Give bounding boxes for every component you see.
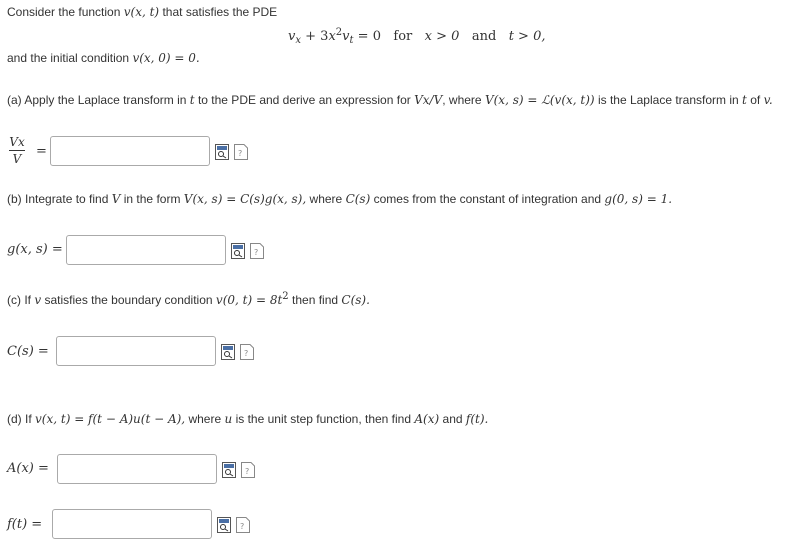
- svg-text:?: ?: [244, 349, 249, 358]
- help-icon[interactable]: [250, 243, 264, 259]
- preview-icon[interactable]: [231, 243, 245, 259]
- part-b-prompt: (b) Integrate to find V in the form V(x, s) = C(s)g(x, s), where C(s) comes from the constant of integration and g(0, s) = 1.: [7, 192, 673, 206]
- help-icon[interactable]: [240, 344, 254, 360]
- part-d-prompt: (d) If v(x, t) = f(t − A)u(t − A), where u is the unit step function, then find A(x) and f(t).: [7, 412, 489, 426]
- intro-text: Consider the function v(x, t) that satisfies the PDE: [7, 5, 278, 19]
- pde-display: $v_x + 3x^2v_t = 0$ for x > 0 and t > 0,: [288, 27, 546, 46]
- svg-text:?: ?: [240, 522, 245, 531]
- part-a-prompt: (a) Apply the Laplace transform in t to the PDE and derive an expression for Vx/V, where V(x, s) = ℒ(v(x, t)) is the Laplace transform in t of v.: [7, 93, 773, 107]
- preview-icon[interactable]: [217, 517, 231, 533]
- answer-input-A[interactable]: [57, 454, 217, 484]
- help-icon[interactable]: [241, 462, 255, 478]
- preview-icon[interactable]: [222, 462, 236, 478]
- help-icon[interactable]: [234, 144, 248, 160]
- initial-condition: and the initial condition v(x, 0) = 0.: [7, 51, 200, 65]
- answer-input-C[interactable]: [56, 336, 216, 366]
- intro-func: v(x, t): [123, 5, 160, 19]
- help-icon[interactable]: [236, 517, 250, 533]
- C-label: C(s) =: [7, 344, 49, 359]
- fraction-denominator: V: [12, 152, 22, 166]
- fraction-label: [9, 135, 25, 166]
- preview-icon[interactable]: [221, 344, 235, 360]
- fraction-numerator: Vx: [9, 135, 25, 149]
- g-label: g(x, s) =: [7, 242, 63, 257]
- A-label: A(x) =: [7, 461, 49, 476]
- preview-icon[interactable]: [215, 144, 229, 160]
- svg-text:?: ?: [238, 149, 243, 158]
- svg-text:?: ?: [254, 248, 259, 257]
- answer-input-g[interactable]: [66, 235, 226, 265]
- answer-input-a[interactable]: [50, 136, 210, 166]
- equals-sign: =: [36, 144, 47, 159]
- answer-input-f[interactable]: [52, 509, 212, 539]
- svg-text:?: ?: [245, 467, 250, 476]
- part-c-prompt: (c) If v satisfies the boundary condition v(0, $t) = 8t^2$ then find C(s).: [7, 291, 370, 307]
- f-label: f(t) =: [7, 517, 43, 532]
